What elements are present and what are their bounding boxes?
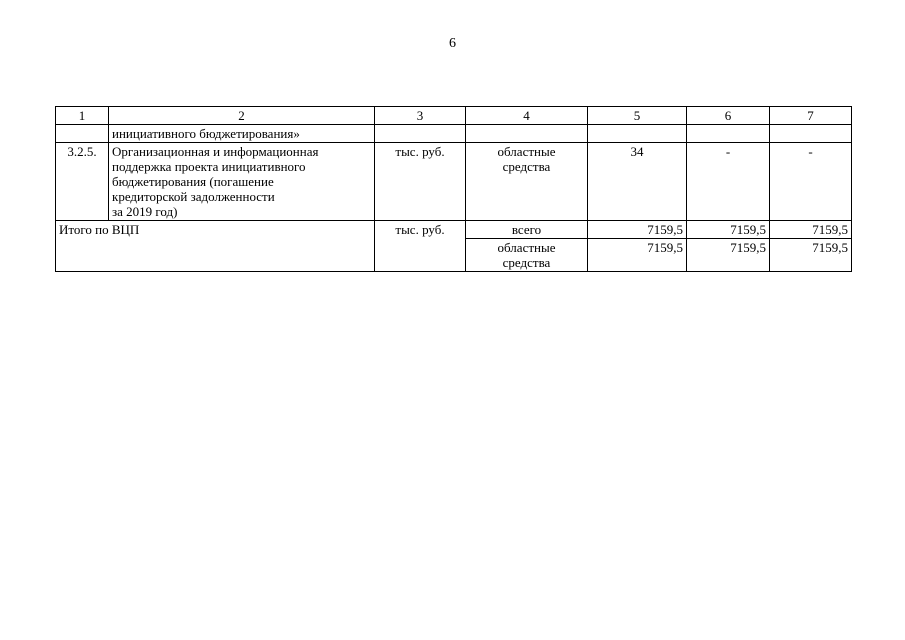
continuation-num-cell (56, 125, 109, 143)
continuation-unit-cell (375, 125, 466, 143)
header-cell-5: 5 (588, 107, 687, 125)
total-label-cell: Итого по ВЦП (56, 221, 375, 272)
total-all-value-7-cell: 7159,5 (770, 221, 852, 239)
total-all-value-5-cell: 7159,5 (588, 221, 687, 239)
continuation-source-cell (466, 125, 588, 143)
row-value-7-cell: - (770, 143, 852, 221)
continuation-v5-cell (588, 125, 687, 143)
total-regional-value-5-cell: 7159,5 (588, 239, 687, 272)
page-number: 6 (449, 36, 456, 51)
row-source-cell: областные средства (466, 143, 588, 221)
header-cell-2: 2 (109, 107, 375, 125)
total-source-cell-all: всего (466, 221, 588, 239)
total-regional-value-6-cell: 7159,5 (687, 239, 770, 272)
row-unit-cell: тыс. руб. (375, 143, 466, 221)
total-all-value-6-cell: 7159,5 (687, 221, 770, 239)
total-row-all (56, 221, 852, 239)
total-regional-value-7-cell: 7159,5 (770, 239, 852, 272)
budget-table (55, 106, 852, 272)
total-source-cell-regional: областные средства (466, 239, 588, 272)
total-unit-cell: тыс. руб. (375, 221, 466, 272)
table-header-row (56, 107, 852, 125)
header-cell-4: 4 (466, 107, 588, 125)
row-value-5-cell: 34 (588, 143, 687, 221)
row-number-cell: 3.2.5. (56, 143, 109, 221)
header-cell-6: 6 (687, 107, 770, 125)
header-cell-1: 1 (56, 107, 109, 125)
continuation-desc-cell: инициативного бюджетирования» (109, 125, 375, 143)
continuation-v7-cell (770, 125, 852, 143)
continuation-v6-cell (687, 125, 770, 143)
row-value-6-cell: - (687, 143, 770, 221)
table-row-continuation (56, 125, 852, 143)
row-description-cell: Организационная и информационная поддержка проекта инициативного бюджетирования (погашение кредиторской задолженности за 2019 год) (109, 143, 375, 221)
header-cell-7: 7 (770, 107, 852, 125)
header-cell-3: 3 (375, 107, 466, 125)
table-row-3-2-5 (56, 143, 852, 221)
